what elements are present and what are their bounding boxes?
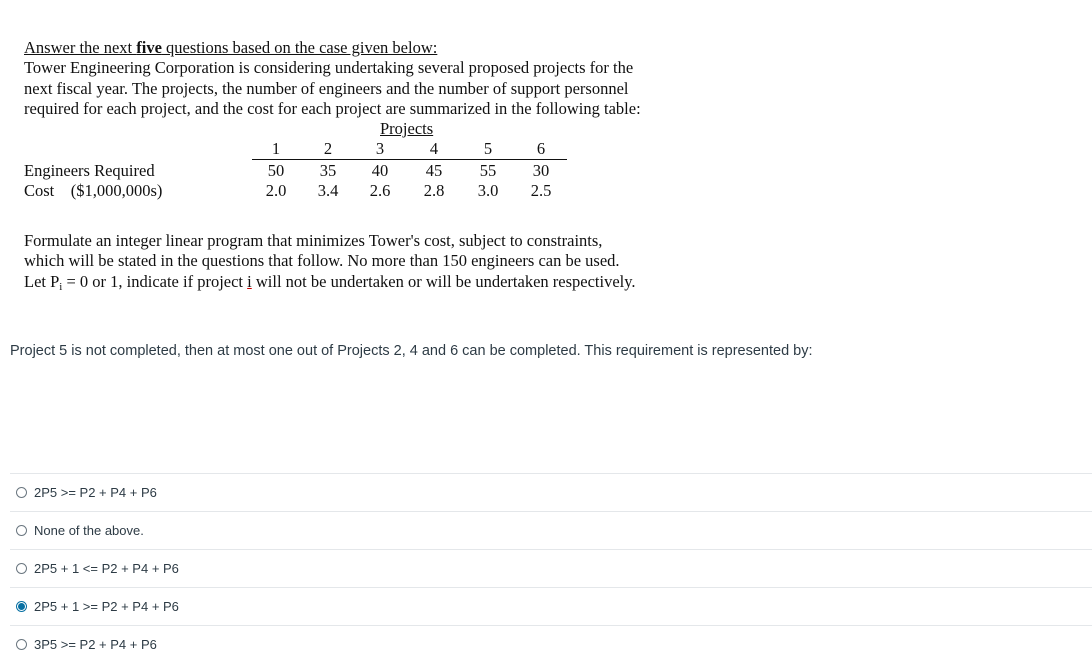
cost-cell-1: 2.0 (265, 181, 287, 201)
answer-label-5: 3P5 >= P2 + P4 + P6 (34, 637, 157, 652)
case-intro-line-2: next fiscal year. The projects, the number of engineers and the number of support personnel (24, 78, 629, 98)
let-statement (24, 272, 704, 297)
projects-table (24, 119, 704, 201)
answer-option-1[interactable] (10, 473, 1092, 511)
answer-option-4[interactable] (10, 587, 1092, 625)
formulate-line-2: which will be stated in the questions that follow. No more than 150 engineers can be used. (24, 251, 620, 271)
projects-table-title: Projects (380, 119, 434, 139)
engineers-cell-5: 55 (479, 161, 497, 181)
column-header-2: 2 (323, 139, 333, 159)
cost-cell-6: 2.5 (530, 181, 552, 201)
case-heading-bold: five (136, 38, 162, 57)
answer-label-3: 2P5 + 1 <= P2 + P4 + P6 (34, 561, 179, 576)
case-intro-line-1: Tower Engineering Corporation is considering undertaking several proposed projects for the (24, 58, 634, 78)
row-label-engineers: Engineers Required (24, 161, 155, 181)
let-project-i: i (247, 271, 252, 291)
question-text: Project 5 is not completed, then at most one out of Projects 2, 4 and 6 can be completed. This requirement is represented by: (10, 343, 813, 359)
engineers-cell-3: 40 (371, 161, 389, 181)
column-header-6: 6 (536, 139, 546, 159)
answer-option-2[interactable] (10, 511, 1092, 549)
engineers-cell-1: 50 (267, 161, 285, 181)
answer-label-1: 2P5 >= P2 + P4 + P6 (34, 485, 157, 500)
column-header-5: 5 (483, 139, 493, 159)
cost-cell-5: 3.0 (477, 181, 499, 201)
radio-unselected-icon[interactable] (16, 525, 27, 536)
let-pre: Let P (24, 271, 60, 291)
cost-cell-2: 3.4 (317, 181, 339, 201)
let-post: will not be undertaken or will be undertaken respectively. (251, 271, 636, 291)
case-heading (24, 38, 704, 58)
row-label-cost: Cost ($1,000,000s) (24, 181, 163, 201)
let-mid: = 0 or 1, indicate if project (62, 271, 248, 291)
radio-unselected-icon[interactable] (16, 639, 27, 650)
case-heading-pre: Answer the next (24, 38, 137, 57)
let-subscript: i (59, 280, 63, 293)
engineers-cell-2: 35 (319, 161, 337, 181)
table-header-rule (252, 159, 567, 160)
answer-option-5[interactable] (10, 625, 1092, 663)
case-intro-line-3: required for each project, and the cost for each project are summarized in the following table: (24, 98, 641, 118)
radio-selected-icon[interactable] (16, 601, 27, 612)
cost-cell-3: 2.6 (369, 181, 391, 201)
answer-list (10, 473, 1092, 663)
engineers-cell-4: 45 (425, 161, 443, 181)
case-heading-post: questions based on the case given below: (161, 38, 438, 57)
column-header-3: 3 (375, 139, 385, 159)
cost-cell-4: 2.8 (423, 181, 445, 201)
radio-unselected-icon[interactable] (16, 563, 27, 574)
formulate-line-1: Formulate an integer linear program that minimizes Tower's cost, subject to constraints, (24, 231, 603, 251)
engineers-cell-6: 30 (532, 161, 550, 181)
column-header-4: 4 (429, 139, 439, 159)
column-header-1: 1 (271, 139, 281, 159)
radio-unselected-icon[interactable] (16, 487, 27, 498)
answer-option-3[interactable] (10, 549, 1092, 587)
answer-label-2: None of the above. (34, 523, 144, 538)
answer-label-4: 2P5 + 1 >= P2 + P4 + P6 (34, 599, 179, 614)
case-study-image (24, 38, 704, 297)
